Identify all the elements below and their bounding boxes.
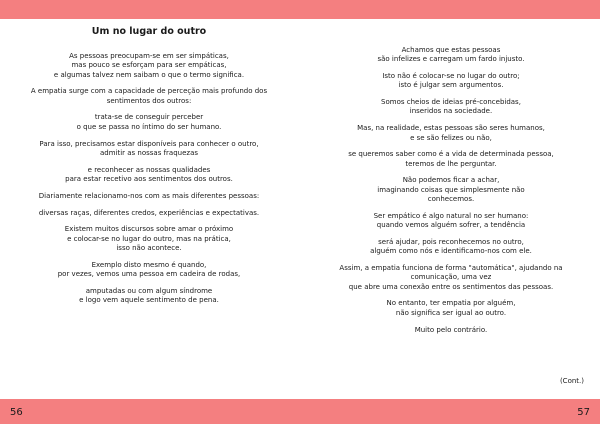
- top-band: [0, 0, 600, 19]
- paragraph: Existem muitos discursos sobre amar o próximo e colocar-se no lugar do outro, mas na prática, isso não acontece.: [64, 225, 234, 252]
- paragraph: amputadas ou com algum síndrome e logo vem aquele sentimento de pena.: [79, 286, 219, 305]
- paragraph: As pessoas preocupam-se em ser simpáticas, mas pouco se esforçam para ser empáticas, e algumas talvez nem saibam o que o termo significa.: [53, 52, 245, 79]
- page-number-right: 57: [577, 407, 590, 418]
- paragraph: Ser empático é algo natural no ser humano: quando vemos alguém sofrer, a tendência: [373, 211, 529, 230]
- paragraph: Achamos que estas pessoas são infelizes e carregam um fardo injusto.: [377, 46, 525, 64]
- paragraph: Para isso, precisamos estar disponíveis para conhecer o outro, admitir as nossas fraquezas: [39, 139, 259, 157]
- page-number-left: 56: [10, 407, 23, 418]
- paragraph: No entanto, ter empatia por alguém, não significa ser igual ao outro.: [386, 299, 516, 317]
- paragraph: Mas, na realidade, estas pessoas são seres humanos, e se são felizes ou não,: [357, 124, 545, 142]
- paragraph: Assim, a empatia funciona de forma "automática", ajudando na comunicação, uma vez que abre uma conexão entre os sentimentos das pessoas.: [339, 264, 563, 291]
- paragraph: Exemplo disto mesmo é quando, por vezes, vemos uma pessoa em cadeira de rodas,: [57, 260, 241, 279]
- paragraph: será ajudar, pois reconhecemos no outro, alguém como nós e identificamo-nos com ele.: [370, 237, 532, 256]
- paragraph: A empatia surge com a capacidade de perceção mais profundo dos sentimentos dos outros:: [30, 87, 268, 105]
- paragraph: e reconhecer as nossas qualidades para estar recetivo aos sentimentos dos outros.: [65, 165, 233, 183]
- right-page-text: [324, 46, 578, 342]
- paragraph: Somos cheios de ideias pré-concebidas, inseridos na sociedade.: [381, 98, 521, 116]
- paragraph: Diariamente relacionamo-nos com as mais diferentes pessoas:: [38, 191, 260, 200]
- paragraph: Isto não é colocar-se no lugar do outro; isto é julgar sem argumentos.: [382, 72, 520, 90]
- paragraph: Muito pelo contrário.: [414, 325, 488, 334]
- paragraph: diversas raças, diferentes credos, experiências e expectativas.: [38, 208, 260, 217]
- paragraph: Não podemos ficar a achar, imaginando coisas que simplesmente não conhecemos.: [377, 176, 525, 204]
- paragraph: trata-se de conseguir perceber o que se passa no íntimo do ser humano.: [76, 113, 222, 131]
- continued-label: (Cont.): [559, 377, 584, 385]
- page-title: Um no lugar do outro: [91, 26, 207, 37]
- paragraph: se queremos saber como é a vida de determinada pessoa, teremos de lhe perguntar.: [348, 150, 554, 168]
- bottom-band: [0, 399, 600, 424]
- left-page-text: [22, 26, 276, 313]
